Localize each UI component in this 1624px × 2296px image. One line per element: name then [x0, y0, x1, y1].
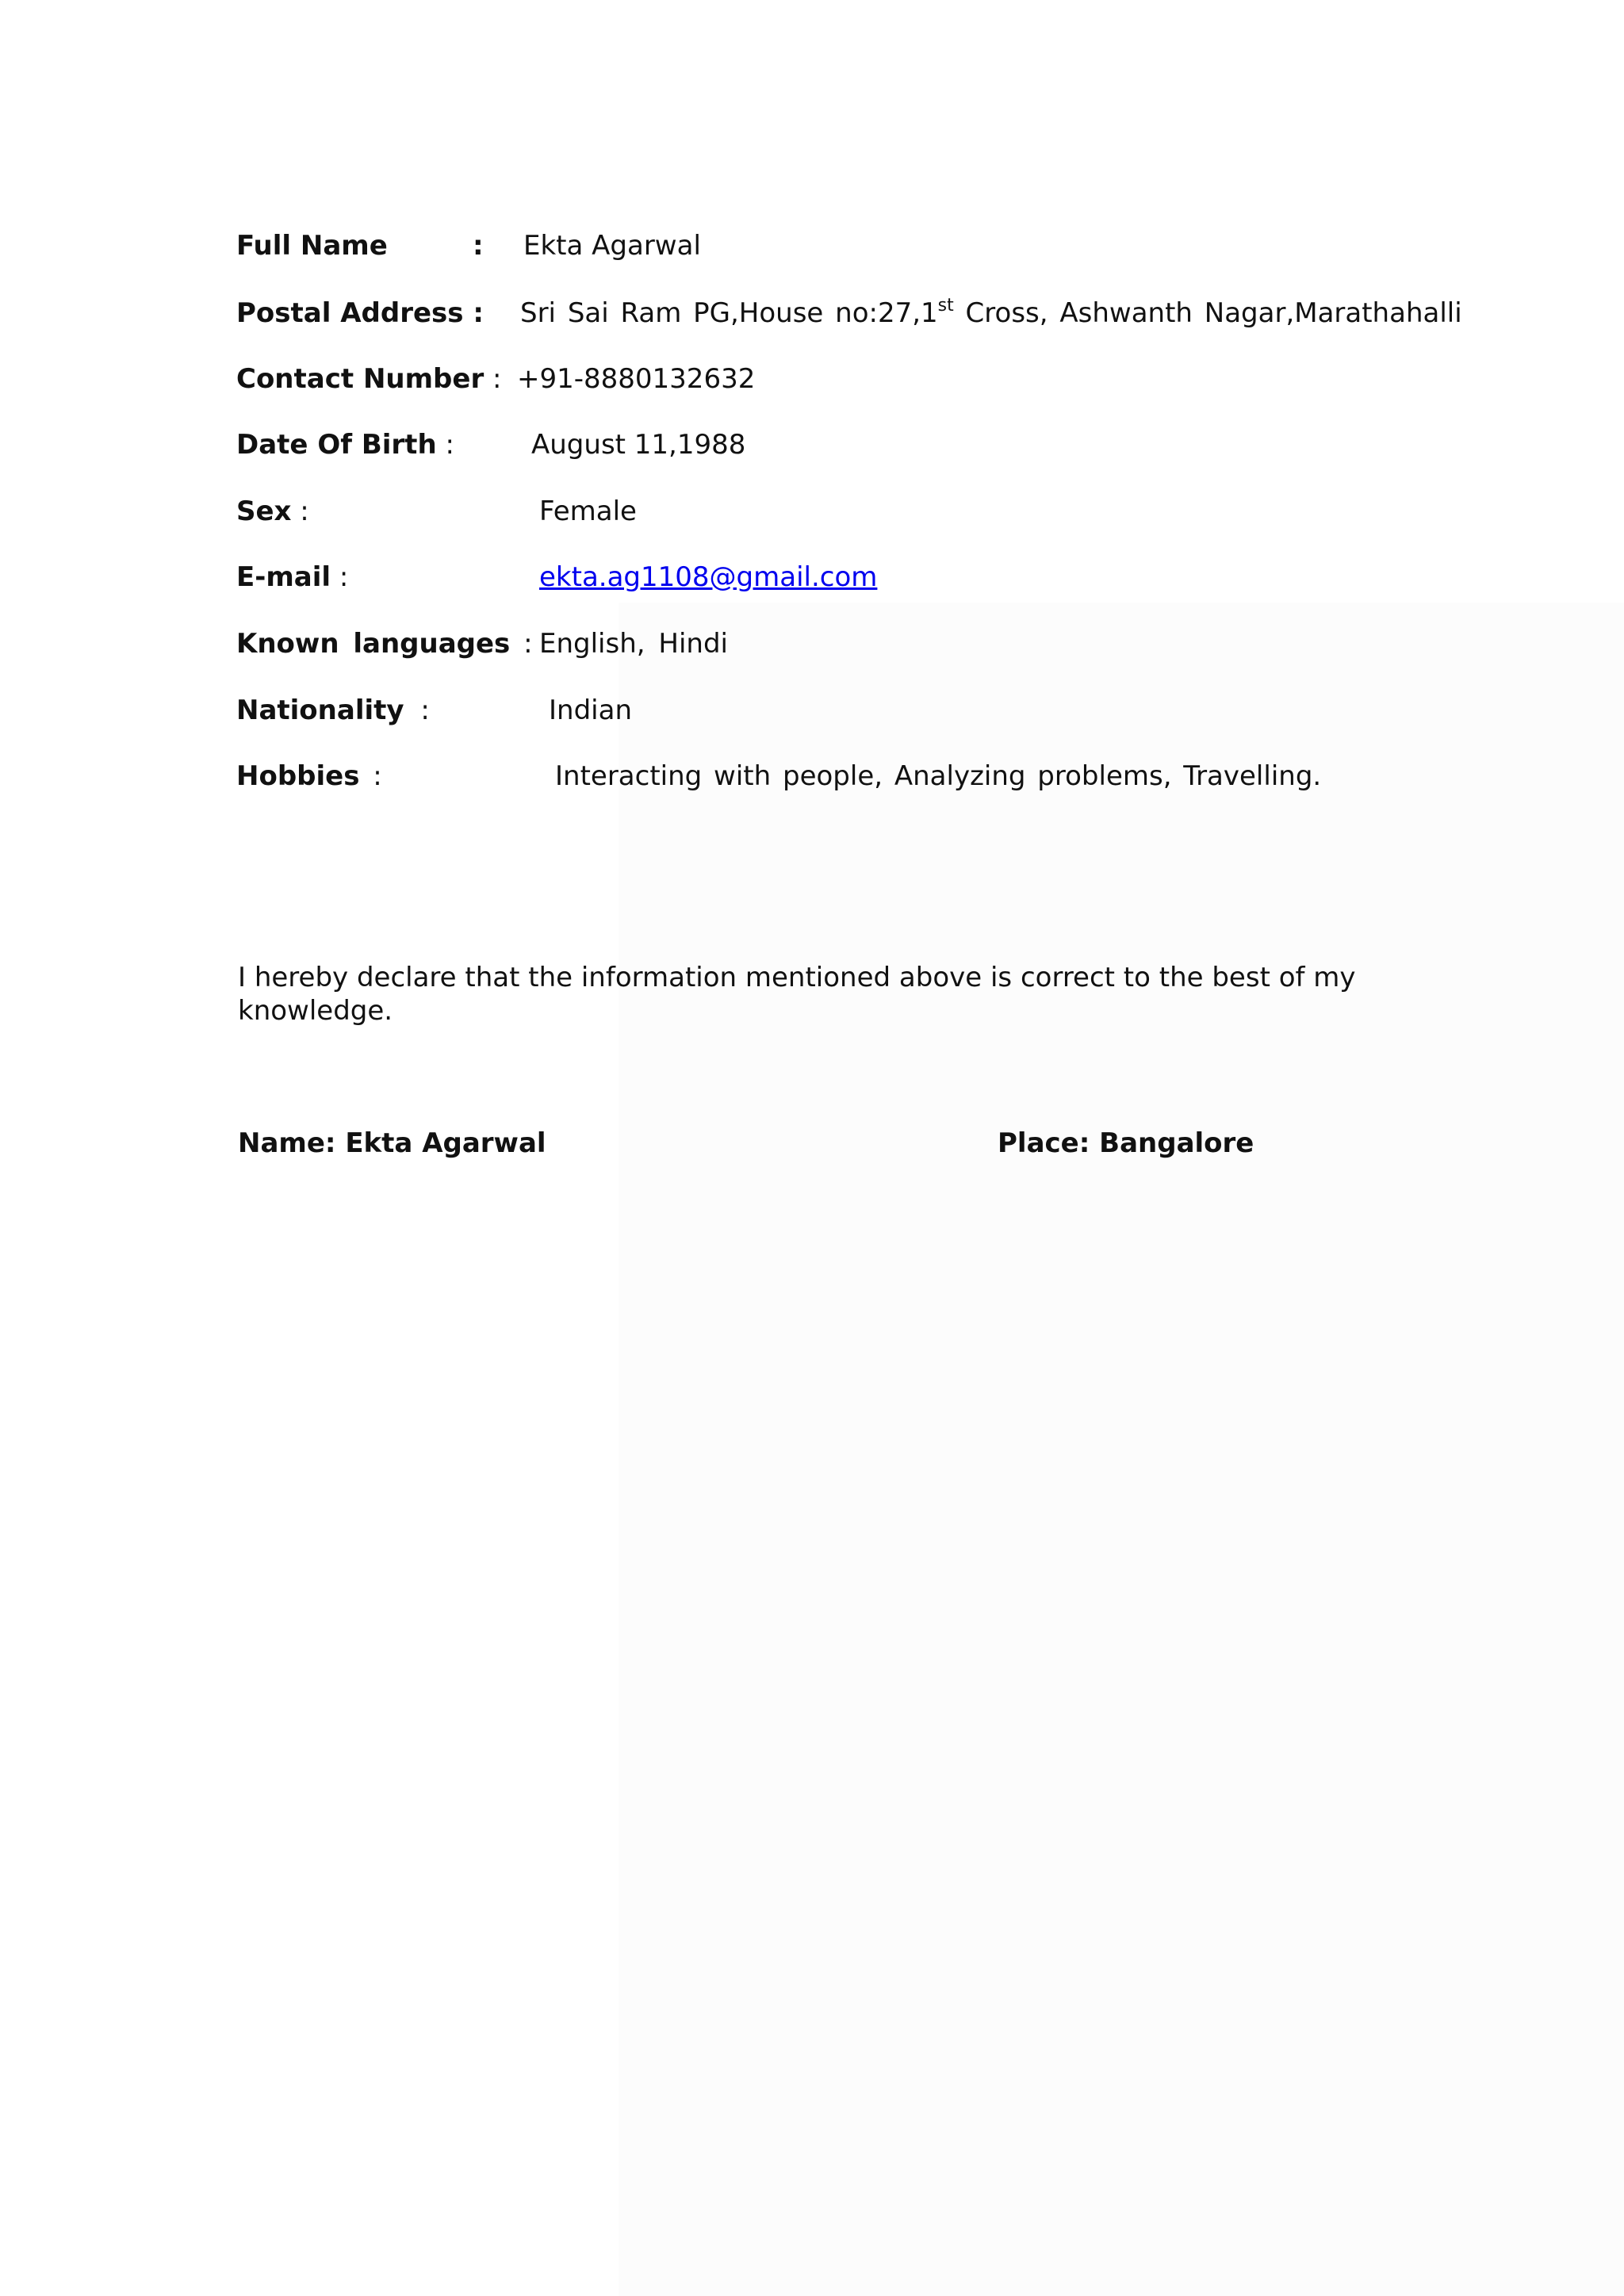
postal-address-label: Postal Address : — [236, 297, 484, 329]
email-colon: : — [331, 561, 349, 593]
sex-colon: : — [291, 496, 309, 527]
hobbies-value: Interacting with people, Analyzing problems, Travelling. — [555, 760, 1322, 792]
hobbies-row — [236, 759, 1322, 794]
postal-address-row — [236, 296, 1462, 331]
sex-label: Sex — [236, 496, 292, 527]
postal-address-superscript: st — [937, 296, 954, 316]
date-of-birth-label: Date Of Birth — [236, 429, 437, 461]
declaration-text: I hereby declare that the information mentioned above is correct to the best of my knowledge. — [238, 962, 1356, 1027]
nationality-row — [236, 693, 632, 728]
known-languages-label: Known languages — [236, 628, 511, 660]
date-of-birth-colon: : — [436, 429, 454, 461]
sex-value: Female — [539, 496, 637, 527]
nationality-value: Indian — [549, 695, 632, 726]
date-of-birth-value: August 11,1988 — [531, 429, 746, 461]
page-shading — [619, 603, 1624, 2296]
postal-address-part-2: Cross, Ashwanth Nagar,Marathahalli — [953, 297, 1462, 329]
known-languages-value: English, Hindi — [539, 628, 728, 660]
email-link[interactable]: ekta.ag1108@gmail.com — [539, 561, 878, 593]
contact-number-row — [236, 362, 756, 396]
contact-number-label: Contact Number — [236, 363, 485, 395]
full-name-row — [236, 228, 701, 263]
known-languages-colon: : — [510, 628, 533, 660]
contact-number-value: +91-8880132632 — [517, 363, 756, 395]
full-name-label: Full Name — [236, 230, 388, 262]
date-of-birth-row — [236, 427, 746, 462]
nationality-colon: : — [412, 695, 430, 726]
hobbies-colon: : — [364, 760, 382, 792]
hobbies-label: Hobbies — [236, 760, 360, 792]
postal-address-part-1: Sri Sai Ram PG,House no:27,1 — [520, 297, 938, 329]
sex-row — [236, 494, 637, 529]
full-name-value: Ekta Agarwal — [523, 230, 701, 262]
contact-number-colon: : — [484, 363, 502, 395]
nationality-label: Nationality — [236, 695, 404, 726]
full-name-colon: : — [473, 230, 484, 262]
email-label: E-mail — [236, 561, 331, 593]
known-languages-row — [236, 626, 728, 661]
email-row — [236, 560, 878, 595]
signature-place: Place: Bangalore — [998, 1127, 1254, 1159]
signature-name: Name: Ekta Agarwal — [238, 1127, 546, 1159]
postal-address-value — [520, 296, 1462, 331]
